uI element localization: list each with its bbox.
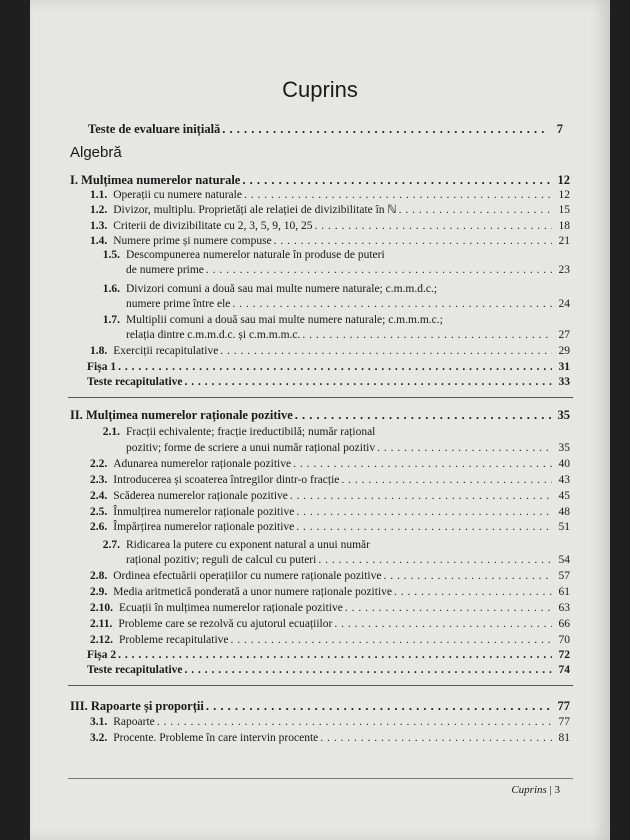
footer-rule bbox=[68, 778, 573, 779]
entry-text: Exerciții recapitulative bbox=[113, 345, 219, 357]
entry-page: 27 bbox=[558, 329, 570, 341]
entry-number: 1.8. bbox=[90, 345, 108, 357]
entry-text: Descompunerea numerelor naturale în produse de puteri bbox=[126, 249, 385, 261]
worksheet-entry bbox=[87, 648, 570, 662]
entry-text: Divizori comuni a două sau mai multe numere naturale; c.m.m.d.c.; bbox=[126, 283, 438, 295]
toc-entry-first-line bbox=[90, 538, 370, 552]
leader-dots bbox=[296, 520, 552, 534]
entry-page: 70 bbox=[558, 634, 570, 646]
section-divider bbox=[68, 685, 573, 686]
review-tests-label: Teste recapitulative bbox=[87, 376, 183, 388]
footer-label: Cuprins bbox=[511, 784, 547, 796]
toc-entry bbox=[90, 234, 570, 248]
page-title: Cuprins bbox=[282, 77, 358, 102]
toc-entry bbox=[90, 731, 570, 745]
entry-text-continued: pozitiv; forme de scriere a unui număr rațional pozitiv bbox=[126, 442, 376, 454]
leader-dots bbox=[118, 648, 552, 662]
toc-entry bbox=[90, 457, 570, 471]
entry-number: 1.1. bbox=[90, 189, 108, 201]
footer-page-number: 3 bbox=[554, 784, 560, 796]
chapter-heading bbox=[70, 173, 570, 187]
entry-text: Ordinea efectuării operațiilor cu numere raționale pozitive bbox=[113, 570, 382, 582]
footer-separator: | bbox=[549, 784, 552, 796]
leader-dots bbox=[377, 441, 552, 455]
entry-number: 2.11. bbox=[90, 618, 113, 630]
entry-text: Procente. Probleme în care intervin procente bbox=[113, 732, 319, 744]
entry-number: 2.5. bbox=[90, 506, 108, 518]
entry-text: Scăderea numerelor raționale pozitive bbox=[113, 490, 288, 502]
toc-entry bbox=[90, 505, 570, 519]
leader-dots bbox=[296, 505, 552, 519]
toc-entry-first-line bbox=[90, 425, 375, 439]
entry-number: 2.8. bbox=[90, 570, 108, 582]
toc-entry bbox=[90, 203, 570, 217]
toc-entry-continuation bbox=[126, 441, 570, 455]
entry-number: 2.12. bbox=[90, 634, 113, 646]
entry-page: 40 bbox=[558, 458, 570, 470]
entry-text: Media aritmetică ponderată a unor numere raționale pozitive bbox=[113, 586, 393, 598]
entry-page: 43 bbox=[558, 474, 570, 486]
chapter-title: II. Mulțimea numerelor raționale pozitive bbox=[70, 408, 293, 422]
intro-label: Teste de evaluare inițială bbox=[88, 122, 221, 136]
entry-text: Ridicarea la putere cu exponent natural a unui număr bbox=[126, 539, 370, 551]
section-label: Algebră bbox=[70, 144, 122, 161]
worksheet-page: 72 bbox=[558, 649, 570, 661]
entry-text-continued: numere prime între ele bbox=[126, 298, 231, 310]
leader-dots bbox=[232, 297, 552, 311]
entry-number: 2.6. bbox=[90, 521, 108, 533]
toc-entry bbox=[90, 601, 570, 615]
toc-entry bbox=[90, 489, 570, 503]
leader-dots bbox=[157, 715, 552, 729]
entry-number: 3.2. bbox=[90, 732, 108, 744]
entry-number: 2.7. bbox=[102, 539, 120, 551]
entry-number: 2.9. bbox=[90, 586, 108, 598]
chapter-page: 12 bbox=[557, 173, 570, 187]
entry-page: 21 bbox=[558, 235, 570, 247]
toc-entry-first-line bbox=[90, 248, 385, 262]
toc-entry bbox=[90, 344, 570, 358]
toc-entry bbox=[90, 473, 570, 487]
toc-entry-first-line bbox=[90, 313, 443, 327]
toc-entry bbox=[90, 617, 570, 631]
entry-number: 1.6. bbox=[102, 283, 120, 295]
chapter-heading bbox=[70, 699, 570, 713]
worksheet-page: 31 bbox=[558, 361, 570, 373]
intro-page: 7 bbox=[556, 122, 563, 136]
entry-number: 2.3. bbox=[90, 474, 108, 486]
toc-entry bbox=[90, 569, 570, 583]
entry-number: 2.1. bbox=[102, 426, 120, 438]
leader-dots bbox=[383, 569, 552, 583]
entry-text-continued: rațional pozitiv; reguli de calcul cu puteri bbox=[126, 554, 317, 566]
entry-number: 1.7. bbox=[102, 314, 120, 326]
toc-entry-continuation bbox=[126, 553, 570, 567]
leader-dots bbox=[185, 663, 553, 677]
entry-text: Criterii de divizibilitate cu 2, 3, 5, 9, 10, 25 bbox=[113, 220, 313, 232]
entry-page: 54 bbox=[558, 554, 570, 566]
entry-page: 23 bbox=[558, 264, 570, 276]
intro-entry bbox=[88, 122, 563, 136]
leader-dots bbox=[222, 122, 545, 136]
entry-text: Ecuații în mulțimea numerelor raționale pozitive bbox=[119, 602, 343, 614]
leader-dots bbox=[341, 473, 552, 487]
entry-text: Numere prime și numere compuse bbox=[113, 235, 272, 247]
entry-number: 2.4. bbox=[90, 490, 108, 502]
entry-text: Adunarea numerelor raționale pozitive bbox=[113, 458, 292, 470]
chapter-page: 77 bbox=[557, 699, 570, 713]
leader-dots bbox=[185, 375, 553, 389]
book-page bbox=[30, 0, 610, 840]
chapter-title: III. Rapoarte și proporții bbox=[70, 699, 204, 713]
entry-page: 57 bbox=[558, 570, 570, 582]
entry-text: Împărțirea numerelor raționale pozitive bbox=[113, 521, 295, 533]
toc-entry-continuation bbox=[126, 328, 570, 342]
entry-page: 12 bbox=[558, 189, 570, 201]
entry-text-continued: relația dintre c.m.m.d.c. și c.m.m.m.c. bbox=[126, 329, 301, 341]
entry-page: 18 bbox=[558, 220, 570, 232]
entry-text-continued: de numere prime bbox=[126, 264, 204, 276]
entry-number: 3.1. bbox=[90, 716, 108, 728]
worksheet-label: Fișa 1 bbox=[87, 361, 117, 373]
leader-dots bbox=[206, 263, 552, 277]
entry-page: 63 bbox=[558, 602, 570, 614]
entry-text: Divizor, multiplu. Proprietăți ale relației de divizibilitate în ℕ bbox=[113, 204, 397, 216]
entry-number: 1.2. bbox=[90, 204, 108, 216]
worksheet-entry bbox=[87, 360, 570, 374]
page-footer bbox=[511, 784, 560, 796]
leader-dots bbox=[318, 553, 552, 567]
review-tests-page: 74 bbox=[558, 664, 570, 676]
entry-page: 81 bbox=[558, 732, 570, 744]
section-divider bbox=[68, 397, 573, 398]
entry-page: 66 bbox=[558, 618, 570, 630]
review-tests-entry bbox=[87, 663, 570, 677]
entry-number: 1.4. bbox=[90, 235, 108, 247]
leader-dots bbox=[399, 203, 552, 217]
entry-text: Rapoarte bbox=[113, 716, 155, 728]
review-tests-label: Teste recapitulative bbox=[87, 664, 183, 676]
chapter-page: 35 bbox=[557, 408, 570, 422]
entry-number: 2.2. bbox=[90, 458, 108, 470]
entry-page: 15 bbox=[558, 204, 570, 216]
leader-dots bbox=[334, 617, 552, 631]
leader-dots bbox=[302, 328, 552, 342]
toc-entry bbox=[90, 585, 570, 599]
leader-dots bbox=[394, 585, 552, 599]
leader-dots bbox=[274, 234, 552, 248]
worksheet-label: Fișa 2 bbox=[87, 649, 117, 661]
entry-number: 1.5. bbox=[102, 249, 120, 261]
entry-text: Înmulțirea numerelor raționale pozitive bbox=[113, 506, 295, 518]
toc-entry bbox=[90, 633, 570, 647]
entry-text: Fracții echivalente; fracție ireductibilă; număr rațional bbox=[126, 426, 376, 438]
leader-dots bbox=[220, 344, 552, 358]
toc-entry bbox=[90, 219, 570, 233]
review-tests-entry bbox=[87, 375, 570, 389]
toc-entry-continuation bbox=[126, 263, 570, 277]
entry-page: 35 bbox=[558, 442, 570, 454]
leader-dots bbox=[118, 360, 552, 374]
entry-page: 45 bbox=[558, 490, 570, 502]
leader-dots bbox=[231, 633, 552, 647]
toc-entry-first-line bbox=[90, 282, 437, 296]
toc-entry bbox=[90, 520, 570, 534]
chapter-heading bbox=[70, 408, 570, 422]
toc-entry bbox=[90, 188, 570, 202]
entry-text: Probleme care se rezolvă cu ajutorul ecuațiilor bbox=[118, 618, 333, 630]
leader-dots bbox=[242, 173, 552, 187]
review-tests-page: 33 bbox=[558, 376, 570, 388]
entry-text: Introducerea și scoaterea întregilor dintr-o fracție bbox=[113, 474, 340, 486]
entry-number: 1.3. bbox=[90, 220, 108, 232]
leader-dots bbox=[320, 731, 552, 745]
entry-number: 2.10. bbox=[90, 602, 113, 614]
leader-dots bbox=[244, 188, 552, 202]
chapter-title: I. Mulțimea numerelor naturale bbox=[70, 173, 241, 187]
leader-dots bbox=[293, 457, 552, 471]
entry-page: 24 bbox=[558, 298, 570, 310]
entry-page: 48 bbox=[558, 506, 570, 518]
toc-entry bbox=[90, 715, 570, 729]
leader-dots bbox=[295, 408, 552, 422]
entry-text: Operații cu numere naturale bbox=[113, 189, 242, 201]
entry-page: 29 bbox=[558, 345, 570, 357]
leader-dots bbox=[290, 489, 552, 503]
toc-entry-continuation bbox=[126, 297, 570, 311]
leader-dots bbox=[206, 699, 552, 713]
leader-dots bbox=[315, 219, 552, 233]
entry-page: 51 bbox=[558, 521, 570, 533]
entry-text: Probleme recapitulative bbox=[119, 634, 229, 646]
leader-dots bbox=[345, 601, 552, 615]
entry-text: Multiplii comuni a două sau mai multe numere naturale; c.m.m.m.c.; bbox=[126, 314, 443, 326]
entry-page: 61 bbox=[558, 586, 570, 598]
entry-page: 77 bbox=[558, 716, 570, 728]
